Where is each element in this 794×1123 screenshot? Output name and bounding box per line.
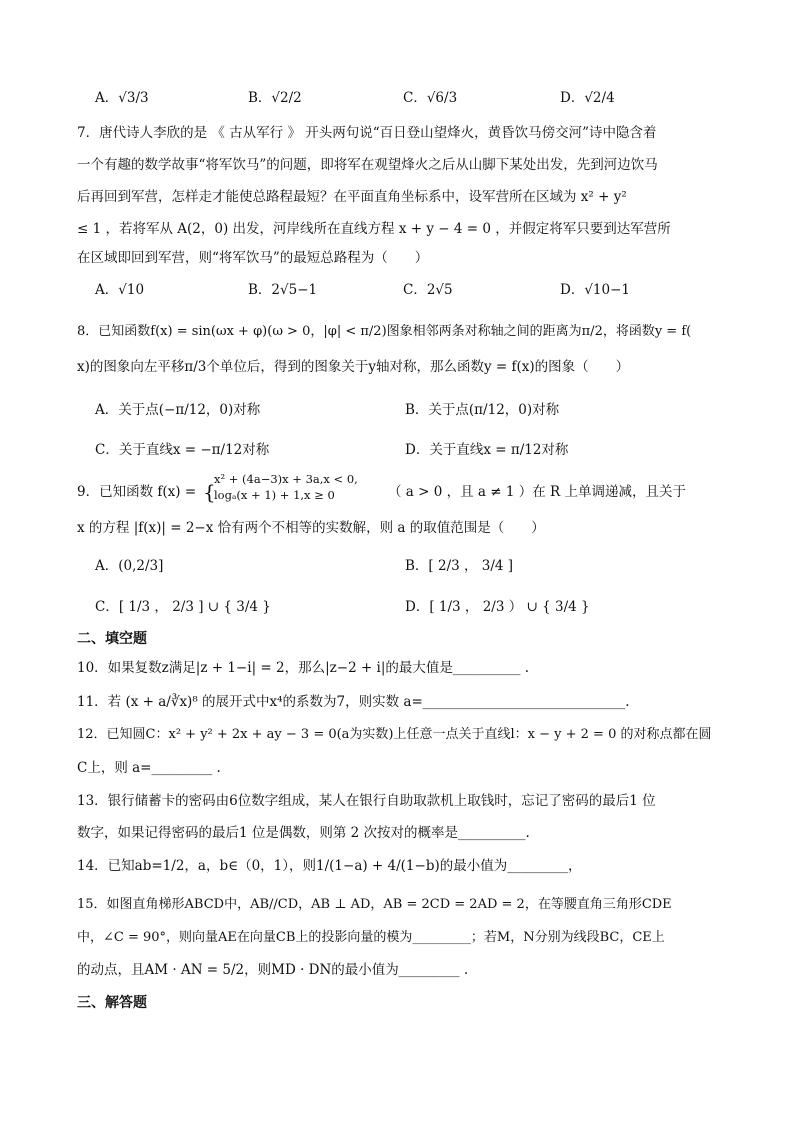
q15-line-1: 15．如图直角梯形ABCD中，AB//CD，AB ⊥ AD，AB = 2CD = 2AD = 2，在等腰直角三角形CDE: [77, 897, 672, 912]
section-fill-in-heading: 二、填空题: [77, 631, 147, 647]
q8-line-2: x)的图象向左平移π/3个单位后，得到的图象关于y轴对称，那么函数y = f(x)的图象（ ）: [77, 359, 630, 375]
q7-option-a: A．√10: [95, 282, 145, 298]
q12-line-2: C上，则 a=_________ .: [77, 760, 221, 776]
q13-line-2: 数字，如果记得密码的最后1 位是偶数，则第 2 次按对的概率是__________.: [77, 825, 530, 841]
q7-line-4: ≤ 1 ，若将军从 A(2，0) 出发，河岸线所在直线方程 x + y − 4 = 0 ，并假定将军只要到达军营所: [77, 221, 671, 237]
q10-line: 10．如果复数z满足|z + 1−i| = 2，那么|z−2 + i|的最大值是__________ .: [77, 660, 529, 676]
q15-line-2: 中，∠C = 90°，则向量AE在向量CB上的投影向量的模为_________；若M，N分别为线段BC，CE上: [77, 930, 665, 945]
q9-line-1b: （ a > 0 ，且 a ≠ 1 ）在 R 上单调递减，且关于: [388, 484, 686, 500]
q11-line: 11．若 (x + a/∛x)⁸ 的展开式中x⁴的系数为7，则实数 a=______________________________.: [77, 694, 630, 710]
q12-line-1: 12．已知圆C：x² + y² + 2x + ay − 3 = 0(a为实数)上任意一点关于直线l：x − y + 2 = 0 的对称点都在圆: [77, 727, 712, 742]
q8-option-b: B．关于点(π/12，0)对称: [405, 402, 560, 418]
q9-option-a: A．(0,2/3]: [95, 558, 164, 574]
q9-case-2: logₐ(x + 1) + 1,x ≥ 0: [214, 488, 335, 502]
q14-line: 14．已知ab=1/2，a，b∈（0，1），则1/(1−a) + 4/(1−b)的最小值为_________，: [77, 858, 582, 874]
q7-line-5: 在区域即回到军营，则“将军饮马”的最短总路程为（ ）: [77, 250, 429, 266]
q7-option-b: B．2√5−1: [248, 282, 318, 298]
q6-option-c: C．√6/3: [403, 90, 458, 106]
q9-brace: {: [203, 480, 216, 504]
q6-option-b: B．√2/2: [248, 90, 302, 106]
q9-case-1: x² + (4a−3)x + 3a,x < 0,: [214, 472, 358, 486]
q9-line-2: x 的方程 |f(x)| = 2−x 恰有两个不相等的实数解，则 a 的取值范围是（ ）: [77, 520, 545, 536]
q8-option-a: A．关于点(−π/12，0)对称: [95, 402, 261, 418]
q7-line-3: 后再回到军营，怎样走才能使总路程最短？在平面直角坐标系中，设军营所在区域为 x² + y²: [77, 189, 627, 205]
q9-option-c: C．[ 1/3 ， 2/3 ] ∪ { 3/4 }: [95, 599, 271, 615]
section-solution-heading: 三、解答题: [77, 995, 147, 1011]
q9-line-1a: 9．已知函数 f(x) =: [77, 484, 197, 500]
q9-option-b: B．[ 2/3 ， 3/4 ]: [405, 558, 514, 574]
q6-option-d: D．√2/4: [560, 90, 615, 106]
q8-option-d: D．关于直线x = π/12对称: [405, 442, 569, 458]
q7-option-d: D．√10−1: [560, 282, 631, 298]
q7-line-2: 一个有趣的数学故事“将军饮马”的问题，即将军在观望烽火之后从山脚下某处出发，先到河边饮马: [77, 157, 658, 173]
q6-option-a: A．√3/3: [95, 90, 149, 106]
q9-option-d: D．[ 1/3 ， 2/3 ） ∪ { 3/4 }: [405, 599, 590, 615]
q8-line-1: 8．已知函数f(x) = sin(ωx + φ)(ω > 0，|φ| < π/2)图象相邻两条对称轴之间的距离为π/2，将函数y = f(: [77, 324, 692, 339]
q7-line-1: 7．唐代诗人李欣的是 《 古从军行 》 开头两句说“百日登山望烽火，黄昏饮马傍交河”诗中隐含着: [77, 125, 657, 141]
q8-option-c: C．关于直线x = −π/12对称: [95, 442, 270, 458]
q13-line-1: 13．银行储蓄卡的密码由6位数字组成，某人在银行自助取款机上取钱时，忘记了密码的最后1 位: [77, 793, 656, 809]
q7-option-c: C．2√5: [403, 282, 453, 298]
q15-line-3: 的动点，且AM · AN = 5/2，则MD · DN的最小值为_________ .: [77, 962, 469, 978]
